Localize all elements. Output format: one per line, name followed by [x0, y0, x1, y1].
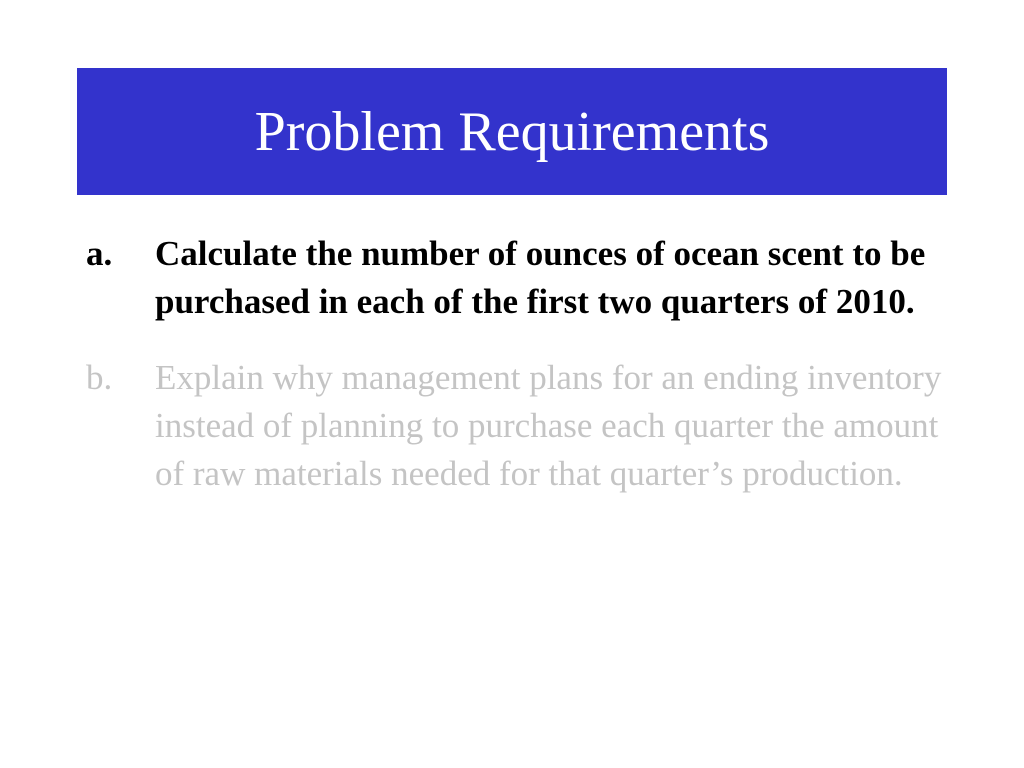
requirement-marker-a: a. [86, 234, 113, 273]
requirement-item-b [86, 354, 966, 498]
slide-title: Problem Requirements [254, 100, 770, 163]
requirement-marker-b: b. [86, 358, 113, 397]
requirement-item-a [86, 230, 966, 326]
requirement-text-a: Calculate the number of ounces of ocean scent to be purchased in each of the first two quarters of 2010. [155, 234, 926, 321]
requirement-text-b: Explain why management plans for an ending inventory instead of planning to purchase each quarter the amount of raw materials needed for that quarter’s production. [155, 358, 942, 493]
requirements-list [86, 230, 966, 498]
slide-title-bar [77, 68, 947, 195]
